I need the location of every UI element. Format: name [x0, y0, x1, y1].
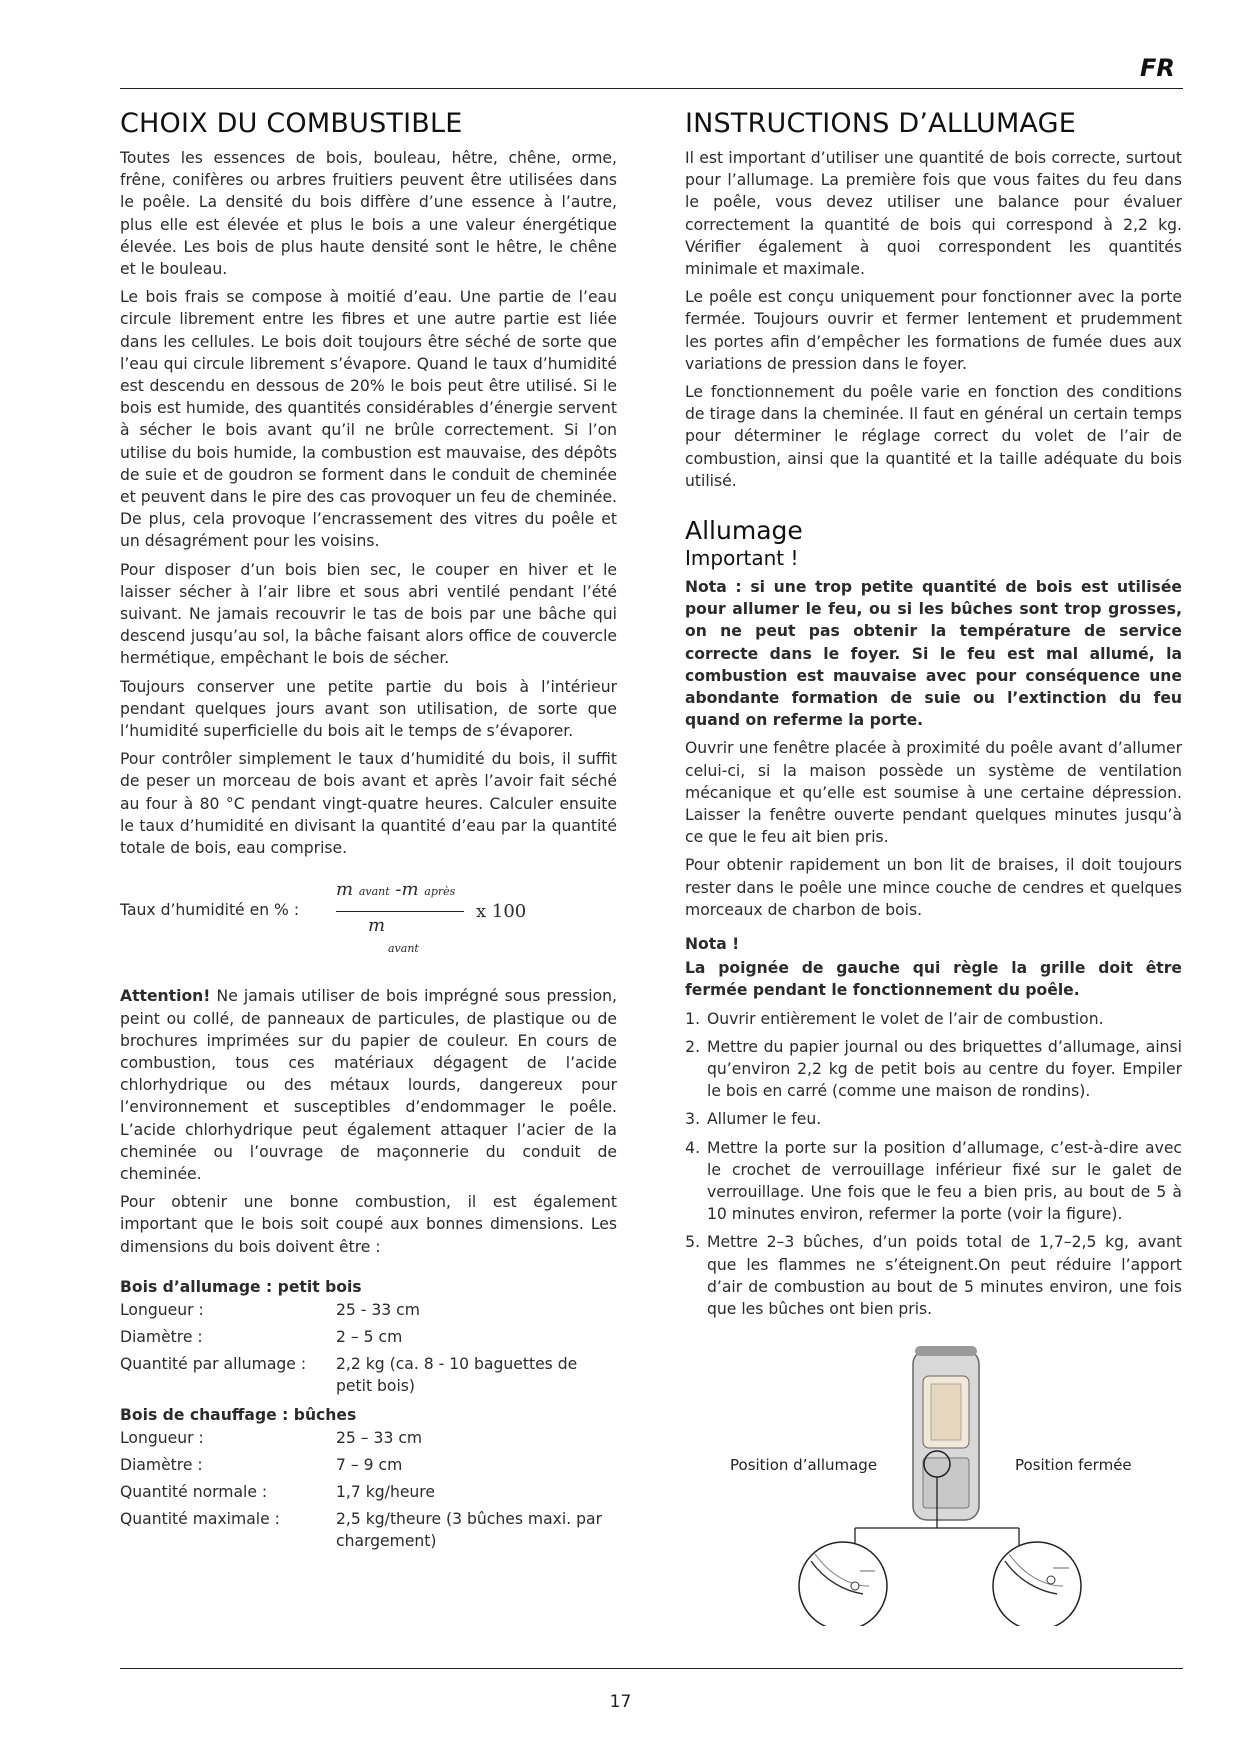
paragraph: Pour obtenir une bonne combustion, il est également important que le bois soit coupé aux bonnes dimensions. Les dimensions du bois doivent être : — [120, 1193, 617, 1256]
spec-row — [120, 1454, 617, 1476]
formula-numerator: m avant -m après — [336, 879, 456, 901]
spec-row — [120, 1481, 617, 1503]
subheading-allumage: Allumage — [685, 516, 803, 546]
spec-row — [120, 1427, 617, 1449]
footer-rule — [120, 1668, 1183, 1669]
fraction-bar — [336, 911, 464, 912]
nota-label: Nota ! — [685, 935, 740, 954]
attention-paragraph: Attention! Ne jamais utiliser de bois imprégné sous pression, peint ou collé, de panneaux de particules, de plastique ou de brochures imprimées sur du papier de couleur. En cours de combustion, tous ces matériaux dégagent de l’acide chlorhydrique ou des métaux lourds, dangereux pour l’environnement et susceptibles d’endommager le poêle. L’acide chlorhydrique peut également attaquer l’acier de la cheminée ou l’ouvrage de maçonnerie du conduit de cheminée. — [120, 987, 617, 1183]
spec-value: 2 – 5 cm — [336, 1327, 403, 1346]
spec-value: 25 – 33 cm — [336, 1428, 423, 1447]
language-code: FR — [1140, 54, 1175, 82]
fig-label-closed: Position fermée — [1015, 1456, 1132, 1475]
paragraph: Il est important d’utiliser une quantité de bois correcte, surtout pour l’allumage. La première fois que vous faites du feu dans le poêle, vous devez utiliser une balance pour évaluer correctement la quantité de bois qui correspond à 2,2 kg. Vérifier également à quoi correspondent les quantités minimale et maximale. — [685, 149, 1182, 279]
spec-key: Diamètre : — [120, 1455, 203, 1474]
spec-value: 25 - 33 cm — [336, 1300, 420, 1319]
stove-illustration — [685, 1336, 1182, 1626]
subheading-important: Important ! — [685, 546, 799, 571]
section-title-combustible: CHOIX DU COMBUSTIBLE — [120, 108, 463, 139]
spec-value: 2,5 kg/theure (3 bûches maxi. par chargement) — [336, 1510, 602, 1551]
fig-label-lighting: Position d’allumage — [730, 1456, 878, 1475]
spec-key: Longueur : — [120, 1428, 204, 1447]
nota-handle-paragraph: La poignée de gauche qui règle la grille doit être fermée pendant le fonctionnement du poêle. — [685, 959, 1182, 1000]
paragraph: Le poêle est conçu uniquement pour fonctionner avec la porte fermée. Toujours ouvrir et fermer lentement et prudemment les portes afin d’empêcher les formations de fumée dues aux variations de pression dans le foyer. — [685, 288, 1182, 373]
attention-label: Attention! — [120, 987, 211, 1006]
spec-key: Quantité par allumage : — [120, 1355, 307, 1374]
paragraph: Ouvrir une fenêtre placée à proximité du poêle avant d’allumer celui-ci, si la maison possède un système de ventilation mécanique et qu’elle est soumise à une certaine dépression. Laisser la fenêtre ouverte pendant quelques minutes jusqu’à ce que le feu ait bien pris. — [685, 739, 1182, 847]
lighting-detail — [799, 1542, 887, 1626]
formula-label: Taux d’humidité en % : — [120, 901, 300, 920]
page-number: 17 — [609, 1692, 632, 1712]
kindling-title: Bois d’allumage : petit bois — [120, 1277, 362, 1296]
stove-figure — [685, 1336, 1182, 1626]
step-item: 3. Allumer le feu. — [705, 1108, 1182, 1130]
spec-key: Longueur : — [120, 1300, 204, 1319]
paragraph: Pour contrôler simplement le taux d’humidité du bois, il suffit de peser un morceau de bois avant et après l’avoir fait séché au four à 80 °C pendant vingt-quatre heures. Calculer ensuite le taux d’humidité en divisant la quantité d’eau par la quantité totale de bois, eau comprise. — [120, 750, 617, 858]
right-column — [685, 108, 1182, 1626]
spec-value: 1,7 kg/heure — [336, 1482, 435, 1501]
spec-row — [120, 1353, 617, 1397]
left-column — [120, 108, 617, 1558]
section-title-allumage: INSTRUCTIONS D’ALLUMAGE — [685, 108, 1077, 139]
paragraph: Pour obtenir rapidement un bon lit de braises, il doit toujours rester dans le poêle une mince couche de cendres et quelques morceaux de charbon de bois. — [685, 856, 1182, 919]
step-item: 4. Mettre la porte sur la position d’allumage, c’est-à-dire avec le crochet de verrouillage inférieur fixé sur le galet de verrouillage. Une fois que le feu a bien pris, au bout de 5 à 10 minutes environ, refermer la porte (voir la figure). — [705, 1137, 1182, 1226]
step-item: 2. Mettre du papier journal ou des briquettes d’allumage, ainsi qu’environ 2,2 kg de petit bois au centre du foyer. Empiler le bois en carré (comme une maison de rondins). — [705, 1036, 1182, 1103]
paragraph: Le bois frais se compose à moitié d’eau. Une partie de l’eau circule librement entre les fibres et une autre partie est liée dans les cellules. Le bois doit toujours être séché de sorte que l’eau qui circule librement s’évapore. Quand le taux d’humidité est descendu en dessous de 20% le bois peut être utilisé. Si le bois est humide, des quantités considérables d’énergie servent à sécher le bois avant qu’il ne brûle correctement. Si l’on utilise du bois humide, la combustion est mauvaise, des dépôts de suie et de goudron se forment dans le conduit de cheminée et peuvent dans le pire des cas provoquer un feu de cheminée. De plus, cela provoque l’encrassement des vitres du poêle et un désagrément pour les voisins. — [120, 288, 617, 551]
closed-detail — [993, 1542, 1081, 1626]
spec-row — [120, 1299, 617, 1321]
header-rule — [120, 88, 1183, 89]
spec-value: 2,2 kg (ca. 8 - 10 baguettes de petit bois) — [336, 1355, 578, 1396]
paragraph: Toujours conserver une petite partie du bois à l’intérieur pendant quelques jours avant son utilisation, de sorte que l’humidité superficielle du bois ait le temps de s’évaporer. — [120, 677, 617, 741]
spec-row — [120, 1326, 617, 1348]
spec-key: Diamètre : — [120, 1327, 203, 1346]
paragraph: Toutes les essences de bois, bouleau, hêtre, chêne, orme, frêne, conifères ou arbres fruitiers peuvent être utilisées dans le poêle. La densité du bois diffère d’une essence à l’autre, plus elle est élevée et plus le bois a une valeur énergétique élevée. Les bois de plus haute densité sont le hêtre, le chêne et le bouleau. — [120, 149, 617, 279]
spec-key: Quantité normale : — [120, 1482, 268, 1501]
wood-dimensions — [120, 1278, 617, 1553]
logs-title: Bois de chauffage : bûches — [120, 1405, 357, 1424]
formula-multiplier: x 100 — [476, 901, 527, 923]
paragraph: Pour disposer d’un bois bien sec, le couper en hiver et le laisser sécher à l’air libre et sous abri ventilé pendant l’été suivant. Ne jamais recouvrir le tas de bois par une bâche qui descend jusqu’au sol, la bâche faisant alors office de couvercle hermétique, empêchant le bois de sécher. — [120, 560, 617, 668]
step-item: 1. Ouvrir entièrement le volet de l’air de combustion. — [705, 1008, 1182, 1030]
nota-bold-paragraph: Nota : si une trop petite quantité de bois est utilisée pour allumer le feu, ou si les bûches sont trop grosses, on ne peut pas obtenir la température de service correcte dans le foyer. Si le feu est mal allumé, la combustion est mauvaise avec pour conséquence une abondante formation de suie ou l’extinction du feu quand on referme la porte. — [685, 578, 1182, 730]
spec-key: Quantité maximale : — [120, 1510, 280, 1529]
stove-top — [915, 1346, 977, 1356]
spec-value: 7 – 9 cm — [336, 1455, 403, 1474]
ignition-steps — [685, 1008, 1182, 1321]
spec-row — [120, 1508, 617, 1552]
step-item: 5. Mettre 2–3 bûches, d’un poids total de 1,7–2,5 kg, avant que les flammes ne s’éteignent.On peut réduire l’apport d’air de combustion au bout de 5 minutes environ, une fois que les bûches ont bien pris. — [705, 1231, 1182, 1320]
humidity-formula — [120, 875, 617, 985]
formula-denominator: m avant — [368, 915, 419, 956]
paragraph: Le fonctionnement du poêle varie en fonction des conditions de tirage dans la cheminée. Il faut en général un certain temps pour déterminer le réglage correct du volet de l’air de combustion, ainsi que la quantité et la taille adéquate du bois utilisé. — [685, 383, 1182, 490]
